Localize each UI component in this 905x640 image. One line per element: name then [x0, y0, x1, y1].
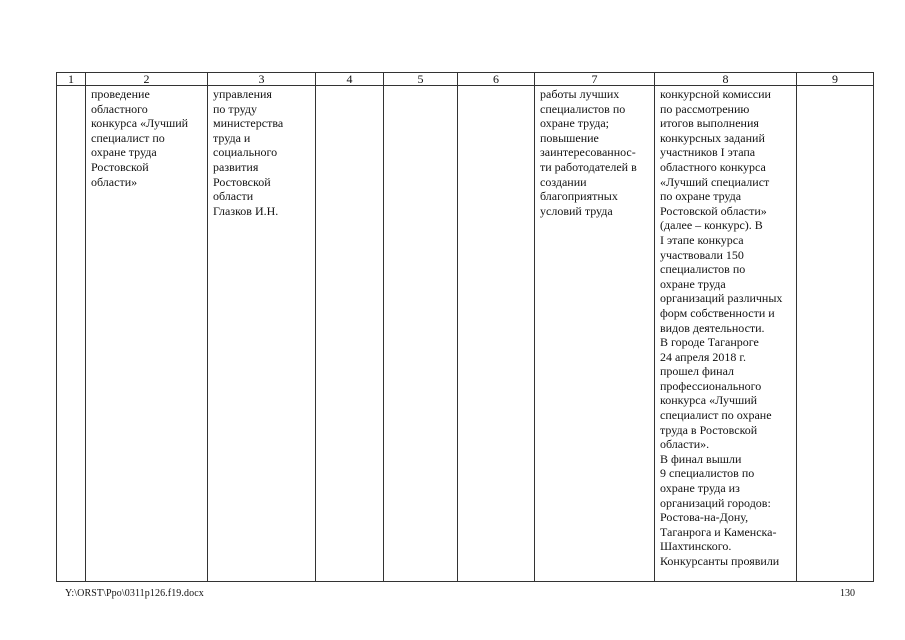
- cell-text-line: министерства: [213, 116, 284, 131]
- cell-text-line: Ростовской области»: [660, 203, 767, 218]
- table-cell-col7: [535, 86, 655, 582]
- cell-text-line: области: [213, 189, 254, 204]
- footer-page-number: 130: [840, 588, 855, 599]
- column-header-6: 6: [458, 73, 535, 86]
- cell-text-line: 9 специалистов по: [660, 466, 755, 481]
- cell-text-line: ти работодателей в: [540, 159, 637, 174]
- cell-text-line: охране труда: [91, 145, 157, 160]
- cell-text-line: (далее – конкурс). В: [660, 218, 763, 233]
- table-cell-col1: [57, 86, 86, 582]
- cell-text-line: организаций различных: [660, 291, 783, 306]
- table-cell-col2: [86, 86, 208, 582]
- cell-text-line: заинтересованнос-: [540, 145, 636, 160]
- column-header-8: 8: [655, 73, 797, 86]
- cell-text-line: охране труда из: [660, 481, 740, 496]
- column-header-1: 1: [57, 73, 86, 86]
- column-header-4: 4: [316, 73, 384, 86]
- cell-text-line: по рассмотрению: [660, 101, 750, 116]
- cell-text-line: области».: [660, 437, 710, 452]
- table-cell-col4: [316, 86, 384, 582]
- cell-text-line: Ростовской: [91, 159, 149, 174]
- cell-text-line: специалистов по: [540, 101, 626, 116]
- cell-text-line: итогов выполнения: [660, 116, 759, 131]
- column-header-9: 9: [797, 73, 874, 86]
- cell-text-line: профессионального: [660, 378, 762, 393]
- cell-text-line: области»: [91, 174, 138, 189]
- cell-text-line: В городе Таганроге: [660, 335, 759, 350]
- cell-text-line: конкурса «Лучший: [660, 393, 758, 408]
- table-cell-col5: [384, 86, 458, 582]
- cell-text-line: участников I этапа: [660, 145, 756, 160]
- cell-text-line: Глазков И.Н.: [213, 203, 279, 218]
- cell-text-line: проведение: [91, 87, 150, 101]
- cell-text-line: видов деятельности.: [660, 320, 765, 335]
- header-row: [57, 73, 874, 86]
- cell-text-line: Таганрога и Каменска-: [660, 524, 777, 539]
- cell-text-line: организаций городов:: [660, 495, 771, 510]
- cell-text-line: по труду: [213, 101, 258, 116]
- cell-text-line: Шахтинского.: [660, 539, 732, 554]
- footer-file-path: Y:\ORST\Ppo\0311p126.f19.docx: [65, 588, 204, 599]
- cell-text-line: I этапе конкурса: [660, 232, 744, 247]
- cell-text-line: управления: [213, 87, 272, 101]
- cell-text-line: Ростова-на-Дону,: [660, 510, 749, 525]
- cell-text-line: охране труда: [660, 276, 726, 291]
- cell-text-line: создании: [540, 174, 587, 189]
- column-header-5: 5: [384, 73, 458, 86]
- cell-text-line: охране труда;: [540, 116, 610, 131]
- cell-text-line: развития: [213, 159, 259, 174]
- cell-text-line: повышение: [540, 130, 599, 145]
- cell-text-line: конкурсных заданий: [660, 130, 765, 145]
- cell-text-line: Конкурсанты проявили: [660, 554, 780, 568]
- cell-text-line: специалист по охране: [660, 408, 772, 423]
- cell-text-line: социального: [213, 145, 278, 160]
- cell-text-line: областного конкурса: [660, 159, 766, 174]
- document-table: [56, 72, 874, 582]
- cell-text-line: труда и: [213, 130, 251, 145]
- table-cell-col8: [655, 86, 797, 582]
- cell-text-line: В финал вышли: [660, 451, 742, 466]
- cell-text-line: специалистов по: [660, 262, 746, 277]
- cell-text-line: труда в Ростовской: [660, 422, 758, 437]
- column-header-2: 2: [86, 73, 208, 86]
- column-header-7: 7: [535, 73, 655, 86]
- cell-text-line: прошел финал: [660, 364, 735, 379]
- table-cell-col6: [458, 86, 535, 582]
- cell-text-line: условий труда: [540, 203, 613, 218]
- cell-text-line: конкурса «Лучший: [91, 116, 189, 131]
- table-cell-col3: [208, 86, 316, 582]
- cell-text-line: конкурсной комиссии: [660, 87, 771, 101]
- cell-text-line: Ростовской: [213, 174, 271, 189]
- cell-text-line: благоприятных: [540, 189, 618, 204]
- cell-text-line: 24 апреля 2018 г.: [660, 349, 746, 364]
- cell-text-line: областного: [91, 101, 148, 116]
- cell-text-line: работы лучших: [540, 87, 620, 101]
- column-header-3: 3: [208, 73, 316, 86]
- cell-text-line: специалист по: [91, 130, 165, 145]
- cell-text-line: форм собственности и: [660, 305, 775, 320]
- cell-text-line: по охране труда: [660, 189, 742, 204]
- cell-text-line: участвовали 150: [660, 247, 744, 262]
- cell-text-line: «Лучший специалист: [660, 174, 770, 189]
- table-row: [57, 86, 874, 582]
- table-cell-col9: [797, 86, 874, 582]
